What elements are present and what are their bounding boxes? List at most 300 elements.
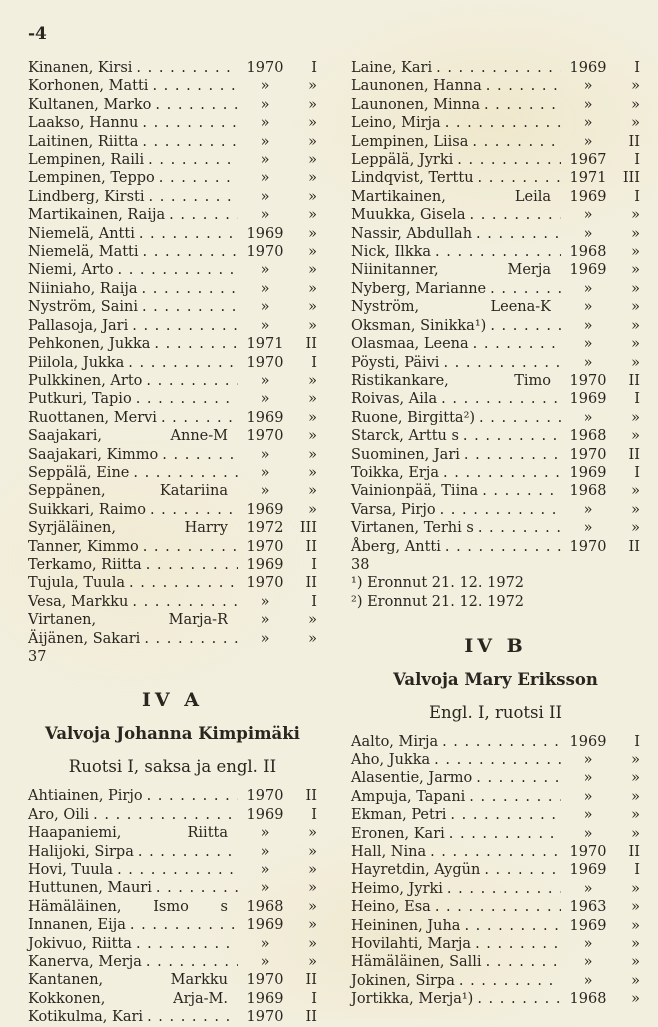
grade-roman: » bbox=[308, 446, 317, 463]
dot-leader bbox=[128, 354, 238, 372]
student-name: Niemi, Arto bbox=[28, 262, 114, 279]
roster-row bbox=[351, 464, 640, 482]
student-name: Laine, Kari bbox=[351, 60, 433, 76]
roster-row bbox=[28, 1008, 317, 1026]
entry-year: 1970 bbox=[246, 1009, 284, 1026]
entry-year: » bbox=[260, 954, 270, 971]
student-name: Martikainen, Raija bbox=[28, 207, 166, 224]
student-name: Hämäläinen, Salli bbox=[351, 954, 482, 971]
student-name: Hayretdin, Aygün bbox=[351, 862, 481, 879]
roster-left-main bbox=[28, 59, 317, 648]
roster-row bbox=[28, 464, 317, 482]
student-name: Martikainen, Leila bbox=[351, 188, 551, 205]
dot-leader bbox=[478, 519, 561, 537]
dot-leader bbox=[147, 1008, 238, 1026]
entry-year: 1969 bbox=[246, 917, 284, 934]
grade-roman: II bbox=[305, 1009, 317, 1026]
student-name: Pulkkinen, Arto bbox=[28, 372, 143, 389]
dot-leader bbox=[149, 188, 239, 206]
student-name: Eronen, Kari bbox=[351, 825, 445, 842]
entry-year: » bbox=[260, 96, 270, 113]
student-name: Halijoki, Sirpa bbox=[28, 843, 134, 860]
entry-year: 1970 bbox=[246, 428, 284, 445]
dot-leader bbox=[93, 806, 238, 824]
roster-row bbox=[351, 446, 640, 464]
grade-roman: » bbox=[308, 501, 317, 518]
roster-row bbox=[28, 916, 317, 934]
student-name: Kotikulma, Kari bbox=[28, 1009, 144, 1026]
roster-row bbox=[351, 972, 640, 990]
entry-year: » bbox=[583, 770, 593, 787]
roster-row bbox=[351, 59, 640, 77]
entry-year: 1969 bbox=[569, 262, 607, 279]
entry-year: » bbox=[583, 807, 593, 824]
grade-roman: » bbox=[631, 825, 640, 842]
dot-leader bbox=[447, 880, 561, 898]
grade-roman: » bbox=[631, 96, 640, 113]
grade-roman: » bbox=[308, 612, 317, 629]
grade-roman: » bbox=[631, 880, 640, 897]
roster-row bbox=[28, 298, 317, 316]
footnote-line: ¹) Eronnut 21. 12. 1972 bbox=[351, 575, 525, 592]
dot-leader bbox=[457, 151, 561, 169]
grade-roman: » bbox=[631, 770, 640, 787]
dot-leader bbox=[479, 409, 561, 427]
grade-roman: » bbox=[308, 225, 317, 242]
dot-leader bbox=[490, 317, 561, 335]
subjects-ivb: Engl. I, ruotsi II bbox=[428, 702, 563, 722]
dot-leader bbox=[136, 935, 238, 953]
student-name: Nassir, Abdullah bbox=[351, 225, 473, 242]
grade-roman: II bbox=[305, 538, 317, 555]
student-name: Åberg, Antti bbox=[351, 538, 441, 555]
dot-leader bbox=[139, 225, 238, 243]
roster-row bbox=[351, 243, 640, 261]
grade-roman: » bbox=[631, 336, 640, 353]
roster-row bbox=[28, 953, 317, 971]
student-name: Launonen, Minna bbox=[351, 96, 480, 113]
entry-year: 1968 bbox=[569, 483, 607, 500]
roster-row bbox=[351, 733, 640, 751]
dot-leader bbox=[469, 788, 561, 806]
grade-roman: II bbox=[628, 446, 640, 463]
dot-leader bbox=[142, 114, 238, 132]
grade-roman: » bbox=[631, 78, 640, 95]
dot-leader bbox=[478, 169, 561, 187]
student-count-right: 38 bbox=[351, 556, 370, 573]
grade-roman: I bbox=[311, 806, 317, 823]
roster-row bbox=[351, 880, 640, 898]
student-name: Huttunen, Mauri bbox=[28, 880, 152, 897]
student-name: Niiniaho, Raija bbox=[28, 280, 138, 297]
student-name: Starck, Arttu s bbox=[351, 428, 459, 445]
grade-roman: » bbox=[308, 464, 317, 481]
entry-year: 1969 bbox=[246, 409, 284, 426]
entry-year: 1969 bbox=[569, 391, 607, 408]
entry-year: 1970 bbox=[569, 372, 607, 389]
grade-roman: » bbox=[308, 917, 317, 934]
dot-leader bbox=[156, 879, 238, 897]
roster-row bbox=[351, 188, 640, 206]
entry-year: » bbox=[260, 483, 270, 500]
entry-year: » bbox=[583, 133, 593, 150]
entry-year: » bbox=[583, 207, 593, 224]
student-name: Ruottanen, Mervi bbox=[28, 409, 157, 426]
grade-roman: » bbox=[631, 899, 640, 916]
student-name: Saajakari, Anne-M bbox=[28, 428, 228, 445]
student-name: Vainionpää, Tiina bbox=[351, 483, 479, 500]
student-name: Kultanen, Marko bbox=[28, 96, 152, 113]
student-name: Niemelä, Antti bbox=[28, 225, 135, 242]
grade-roman: » bbox=[308, 170, 317, 187]
entry-year: 1970 bbox=[246, 538, 284, 555]
entry-year: 1969 bbox=[569, 862, 607, 879]
roster-row bbox=[351, 96, 640, 114]
student-name: Varsa, Pirjo bbox=[351, 501, 436, 518]
student-name: Virtanen, Terhi s bbox=[351, 520, 474, 537]
entry-year: » bbox=[583, 354, 593, 371]
roster-row bbox=[28, 935, 317, 953]
dot-leader bbox=[162, 446, 238, 464]
grade-roman: » bbox=[631, 520, 640, 537]
grade-roman: » bbox=[631, 280, 640, 297]
roster-row bbox=[351, 751, 640, 769]
roster-row bbox=[28, 824, 317, 842]
entry-year: » bbox=[260, 115, 270, 132]
entry-year: 1970 bbox=[246, 972, 284, 989]
roster-row bbox=[351, 806, 640, 824]
entry-year: » bbox=[583, 751, 593, 768]
entry-year: » bbox=[583, 96, 593, 113]
entry-year: » bbox=[260, 593, 270, 610]
grade-roman: II bbox=[628, 372, 640, 389]
roster-row bbox=[351, 519, 640, 537]
entry-year: » bbox=[260, 630, 270, 647]
dot-leader bbox=[132, 593, 238, 611]
entry-year: » bbox=[583, 501, 593, 518]
grade-roman: I bbox=[634, 152, 640, 169]
supervisor-iva: Valvoja Johanna Kimpimäki bbox=[45, 724, 300, 744]
roster-row bbox=[351, 409, 640, 427]
student-name: Muukka, Gisela bbox=[351, 207, 466, 224]
grade-roman: II bbox=[305, 336, 317, 353]
student-name: Kinanen, Kirsi bbox=[28, 60, 133, 76]
grade-roman: I bbox=[311, 60, 317, 76]
grade-roman: III bbox=[622, 170, 640, 187]
roster-row bbox=[351, 861, 640, 879]
student-name: Lempinen, Teppo bbox=[28, 170, 155, 187]
entry-year: » bbox=[583, 78, 593, 95]
entry-year: 1967 bbox=[569, 152, 607, 169]
grade-roman: » bbox=[631, 807, 640, 824]
grade-roman: » bbox=[308, 78, 317, 95]
roster-row bbox=[28, 971, 317, 989]
grade-roman: » bbox=[308, 409, 317, 426]
roster-row bbox=[351, 261, 640, 279]
grade-roman: » bbox=[308, 280, 317, 297]
entry-year: » bbox=[260, 152, 270, 169]
student-name: Jokinen, Sirpa bbox=[351, 972, 455, 989]
grade-roman: II bbox=[305, 972, 317, 989]
roster-row bbox=[28, 427, 317, 445]
student-name: Ampuja, Tapani bbox=[351, 788, 466, 805]
student-name: Ruone, Birgitta²) bbox=[351, 409, 476, 426]
student-name: Jokivuo, Riitta bbox=[28, 935, 132, 952]
dot-leader bbox=[161, 409, 238, 427]
roster-row bbox=[28, 879, 317, 897]
student-name: Launonen, Hanna bbox=[351, 78, 482, 95]
grade-roman: » bbox=[631, 262, 640, 279]
roster-row bbox=[28, 446, 317, 464]
roster-row bbox=[28, 114, 317, 132]
entry-year: » bbox=[260, 280, 270, 297]
grade-roman: » bbox=[631, 299, 640, 316]
student-name: Oksman, Sinikka¹) bbox=[351, 317, 487, 334]
grade-roman: » bbox=[308, 133, 317, 150]
roster-row bbox=[28, 611, 317, 629]
roster-row bbox=[28, 188, 317, 206]
roster-row bbox=[28, 317, 317, 335]
entry-year: 1969 bbox=[246, 225, 284, 242]
roster-row bbox=[28, 354, 317, 372]
student-name: Suikkari, Raimo bbox=[28, 501, 146, 518]
grade-roman: » bbox=[631, 991, 640, 1008]
student-name: Lempinen, Liisa bbox=[351, 133, 469, 150]
entry-year: » bbox=[583, 936, 593, 953]
roster-row bbox=[351, 151, 640, 169]
entry-year: 1968 bbox=[246, 898, 284, 915]
footnotes bbox=[351, 574, 640, 611]
roster-row bbox=[351, 917, 640, 935]
entry-year: » bbox=[583, 520, 593, 537]
grade-roman: » bbox=[308, 391, 317, 408]
subjects-iva: Ruotsi I, saksa ja engl. II bbox=[68, 757, 277, 777]
dot-leader bbox=[445, 114, 561, 132]
dot-leader bbox=[473, 335, 561, 353]
student-name: Kokkonen, Arja-M. bbox=[28, 990, 228, 1007]
roster-row bbox=[28, 335, 317, 353]
entry-year: 1968 bbox=[569, 991, 607, 1008]
entry-year: » bbox=[260, 391, 270, 408]
entry-year: 1968 bbox=[569, 244, 607, 261]
grade-roman: » bbox=[308, 898, 317, 915]
roster-row bbox=[351, 935, 640, 953]
section-heading-iva: IV A bbox=[142, 689, 203, 712]
student-name: Saajakari, Kimmo bbox=[28, 446, 159, 463]
student-name: Jortikka, Merja¹) bbox=[351, 991, 474, 1008]
roster-row bbox=[351, 953, 640, 971]
roster-row bbox=[28, 261, 317, 279]
student-name: Seppänen, Katariina bbox=[28, 483, 228, 500]
grade-roman: » bbox=[308, 262, 317, 279]
entry-year: » bbox=[583, 317, 593, 334]
grade-roman: » bbox=[308, 954, 317, 971]
entry-year: 1970 bbox=[246, 788, 284, 805]
entry-year: » bbox=[260, 825, 270, 842]
roster-ivb bbox=[351, 733, 640, 1009]
student-name: Korhonen, Matti bbox=[28, 78, 149, 95]
entry-year: 1970 bbox=[246, 575, 284, 592]
roster-row bbox=[351, 843, 640, 861]
roster-row bbox=[351, 280, 640, 298]
entry-year: 1970 bbox=[569, 538, 607, 555]
roster-right-main bbox=[351, 59, 640, 556]
roster-row bbox=[28, 225, 317, 243]
dot-leader bbox=[490, 280, 561, 298]
roster-row bbox=[28, 409, 317, 427]
roster-row bbox=[28, 593, 317, 611]
grade-roman: » bbox=[308, 630, 317, 647]
roster-row bbox=[28, 519, 317, 537]
entry-year: » bbox=[260, 880, 270, 897]
entry-year: » bbox=[260, 612, 270, 629]
page-number: -4 bbox=[28, 24, 47, 44]
dot-leader bbox=[464, 446, 561, 464]
dot-leader bbox=[159, 169, 238, 187]
student-name: Ristikankare, Timo bbox=[351, 372, 551, 389]
grade-roman: » bbox=[308, 152, 317, 169]
entry-year: » bbox=[583, 299, 593, 316]
entry-year: » bbox=[260, 188, 270, 205]
student-name: Kantanen, Markku bbox=[28, 972, 228, 989]
grade-roman: » bbox=[631, 917, 640, 934]
grade-roman: » bbox=[631, 244, 640, 261]
student-name: Heino, Esa bbox=[351, 899, 431, 916]
dot-leader bbox=[142, 133, 238, 151]
dot-leader bbox=[484, 96, 561, 114]
dot-leader bbox=[476, 225, 561, 243]
student-name: Pehkonen, Jukka bbox=[28, 336, 151, 353]
grade-roman: » bbox=[308, 935, 317, 952]
grade-roman: » bbox=[308, 372, 317, 389]
entry-year: 1969 bbox=[569, 188, 607, 205]
student-count-left: 37 bbox=[28, 649, 47, 665]
grade-roman: » bbox=[631, 409, 640, 426]
roster-row bbox=[351, 372, 640, 390]
grade-roman: » bbox=[631, 354, 640, 371]
roster-row bbox=[351, 501, 640, 519]
roster-row bbox=[351, 788, 640, 806]
student-name: Seppälä, Eine bbox=[28, 464, 130, 481]
roster-row bbox=[28, 898, 317, 916]
dot-leader bbox=[144, 630, 238, 648]
grade-roman: » bbox=[308, 188, 317, 205]
dot-leader bbox=[117, 261, 238, 279]
student-name: Ahtiainen, Pirjo bbox=[28, 788, 143, 805]
grade-roman: II bbox=[628, 538, 640, 555]
grade-roman: » bbox=[631, 972, 640, 989]
dot-leader bbox=[486, 77, 561, 95]
grade-roman: » bbox=[631, 788, 640, 805]
student-name: Lempinen, Raili bbox=[28, 152, 145, 169]
roster-row bbox=[351, 538, 640, 556]
student-name: Hall, Nina bbox=[351, 844, 427, 860]
roster-row bbox=[28, 133, 317, 151]
dot-leader bbox=[143, 243, 238, 261]
roster-row bbox=[28, 630, 317, 648]
dot-leader bbox=[435, 898, 561, 916]
student-name: Laakso, Hannu bbox=[28, 115, 139, 132]
student-name: Piilola, Jukka bbox=[28, 354, 125, 371]
grade-roman: » bbox=[308, 96, 317, 113]
entry-year: » bbox=[260, 464, 270, 481]
grade-roman: » bbox=[308, 843, 317, 860]
roster-row bbox=[351, 990, 640, 1008]
grade-roman: » bbox=[308, 880, 317, 897]
student-name: Laitinen, Riitta bbox=[28, 133, 139, 150]
entry-year: 1971 bbox=[569, 170, 607, 187]
entry-year: » bbox=[260, 862, 270, 879]
student-name: Nyström, Leena-K bbox=[351, 299, 551, 316]
grade-roman: II bbox=[305, 788, 317, 805]
student-name: Heimo, Jyrki bbox=[351, 880, 443, 897]
entry-year: 1969 bbox=[246, 501, 284, 518]
dot-leader bbox=[486, 953, 561, 971]
student-name: Tanner, Kimmo bbox=[28, 538, 139, 555]
entry-year: » bbox=[583, 280, 593, 297]
entry-year: » bbox=[260, 935, 270, 952]
entry-year: 1970 bbox=[569, 446, 607, 463]
dot-leader bbox=[459, 972, 561, 990]
student-name: Haapaniemi, Riitta bbox=[28, 825, 228, 842]
roster-row bbox=[28, 843, 317, 861]
dot-leader bbox=[435, 243, 561, 261]
grade-roman: » bbox=[308, 115, 317, 132]
grade-roman: I bbox=[634, 60, 640, 76]
entry-year: 1970 bbox=[246, 244, 284, 261]
dot-leader bbox=[475, 935, 561, 953]
grade-roman: I bbox=[311, 556, 317, 573]
grade-roman: » bbox=[631, 501, 640, 518]
dot-leader bbox=[147, 787, 238, 805]
entry-year: 1969 bbox=[246, 806, 284, 823]
dot-leader bbox=[169, 206, 238, 224]
student-name: Lindberg, Kirsti bbox=[28, 188, 145, 205]
roster-row bbox=[351, 77, 640, 95]
roster-row bbox=[351, 335, 640, 353]
student-name: Virtanen, Marja-R bbox=[28, 612, 228, 629]
grade-roman: II bbox=[628, 133, 640, 150]
roster-row bbox=[28, 243, 317, 261]
entry-year: » bbox=[260, 372, 270, 389]
student-name: Olasmaa, Leena bbox=[351, 336, 469, 353]
two-column-layout bbox=[28, 59, 640, 1027]
dot-leader bbox=[146, 556, 238, 574]
student-name: Hämäläinen, Ismo s bbox=[28, 898, 228, 915]
dot-leader bbox=[443, 354, 561, 372]
roster-row bbox=[28, 59, 317, 77]
grade-roman: » bbox=[308, 483, 317, 500]
entry-year: 1969 bbox=[569, 733, 607, 750]
roster-iva bbox=[28, 787, 317, 1026]
grade-roman: I bbox=[311, 990, 317, 1007]
roster-row bbox=[28, 96, 317, 114]
entry-year: » bbox=[583, 336, 593, 353]
student-name: Alasentie, Jarmo bbox=[351, 770, 473, 787]
student-name: Äijänen, Sakari bbox=[28, 630, 141, 647]
roster-row bbox=[28, 151, 317, 169]
roster-row bbox=[351, 298, 640, 316]
student-name: Pöysti, Päivi bbox=[351, 354, 440, 371]
student-name: Pallasoja, Jari bbox=[28, 317, 129, 334]
grade-roman: » bbox=[631, 115, 640, 132]
dot-leader bbox=[143, 538, 238, 556]
grade-roman: I bbox=[634, 733, 640, 750]
entry-year: » bbox=[260, 207, 270, 224]
roster-row bbox=[28, 574, 317, 592]
dot-leader bbox=[436, 59, 561, 77]
dot-leader bbox=[117, 861, 238, 879]
